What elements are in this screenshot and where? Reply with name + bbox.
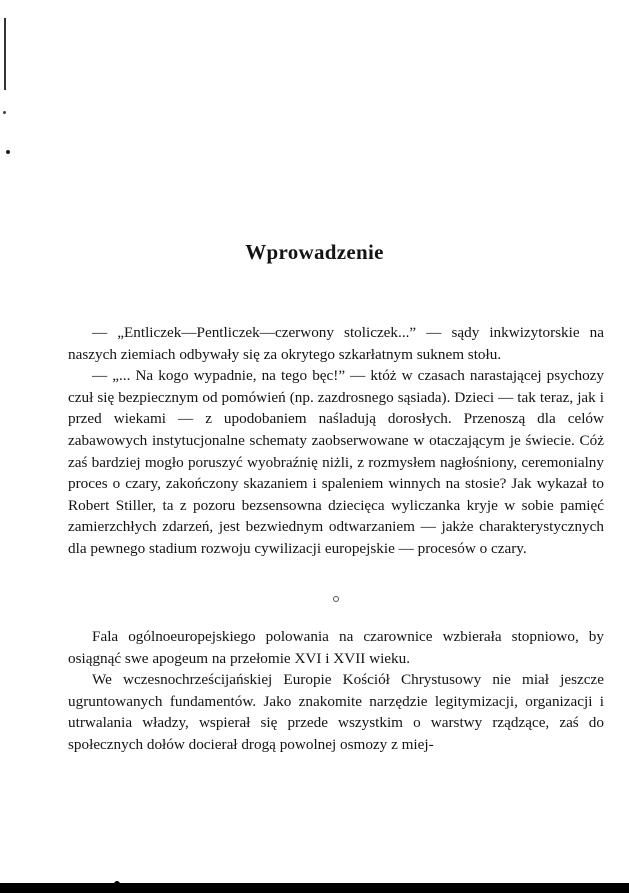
paragraph: — „... Na kogo wypadnie, na tego bęc!” — któż w czasach narastającej psychozy czuł się bezpiecznym od pomówień (np. zazdrosnego sąsiada). Dzieci — tak teraz, jak i przed wiekami — z upodobaniem naśladują dorosłych. Przenoszą dla celów zabawowych instytucjonalne schematy zaobserwowane w otaczającym je świecie. Cóż zaś bardziej mogło poruszyć wyobraźnię niżli, z rozmysłem nagłośniony, ceremonialny proces o czary, zakończony skazaniem i spaleniem winnych na stosie? Jak wykazał to Robert Stiller, ta z pozoru bezsensowna dziecięca wyliczanka kryje w sobie pamięć zamierzchłych zdarzeń, jest bezwiednym odtwarzaniem — jakże charakterystycznych dla pewnego stadium rozwoju cywilizacji europejskie — procesów o czary. <box>68 367 604 557</box>
text-section-2 <box>68 626 604 756</box>
paragraph: We wczesnochrześcijańskiej Europie Kościół Chrystusowy nie miał jeszcze ugruntowanych fundamentów. Jako znakomite narzędzie legitymizacji, organizacji i utrwalania władzy, wspierał się przede wszystkim o warstwy rządzące, zaś do społecznych dołów docierał drogą powolnej osmozy z miej- <box>68 671 604 753</box>
paragraph: Fala ogólnoeuropejskiego polowania na czarownice wzbierała stopniowo, by osiągnąć swe apogeum na przełomie XVI i XVII wieku. <box>68 628 604 667</box>
text-section-1 <box>68 322 604 560</box>
chapter-title: Wprowadzenie <box>245 240 384 264</box>
paragraph: — „Entliczek—Pentliczek—czerwony stoliczek...” — sądy inkwizytorskie na naszych ziemiach odbywały się za okrytego szkarłatnym suknem stołu. <box>68 324 604 363</box>
section-separator-icon <box>333 596 339 602</box>
scan-artifact <box>6 150 10 154</box>
scan-bottom-edge <box>0 883 629 893</box>
scan-artifact <box>3 111 6 114</box>
scan-artifact <box>4 18 6 90</box>
